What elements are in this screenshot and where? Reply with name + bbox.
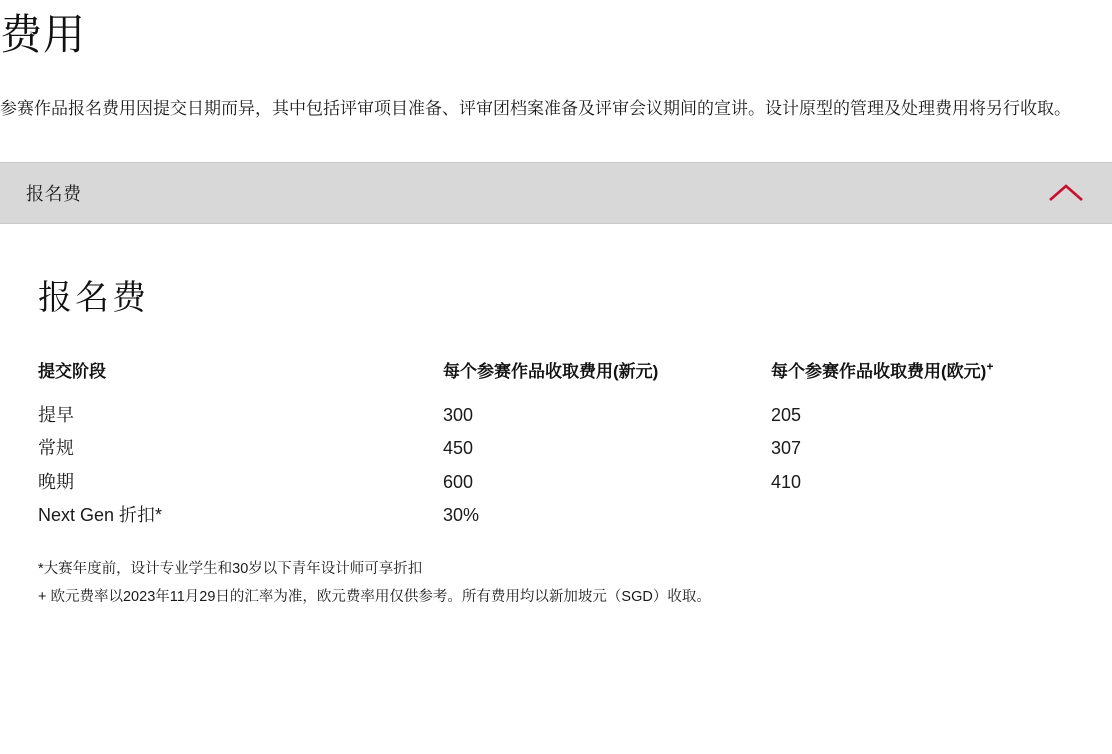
column-header-stage-label: 提交阶段	[38, 361, 106, 381]
column-header-eur	[771, 359, 1068, 399]
cell-stage: 提早	[38, 405, 74, 426]
accordion-header-registration-fee[interactable]	[0, 162, 1112, 224]
accordion-panel	[0, 224, 1112, 533]
column-header-eur-label: 每个参赛作品收取费用(欧元)	[771, 361, 987, 381]
footnote-currency: + 欧元费率以2023年11月29日的汇率为准，欧元费率用仅供参考。所有费用均以新加坡元（SGD）收取。	[38, 588, 711, 605]
table-row	[38, 432, 1068, 465]
column-header-eur-superscript: +	[986, 359, 994, 374]
column-header-stage	[38, 359, 443, 399]
table-header-row	[38, 359, 1068, 399]
cell-eur: 410	[771, 471, 802, 492]
table-row	[38, 399, 1068, 432]
cell-stage: 晚期	[38, 471, 74, 492]
column-header-sgd-label: 每个参赛作品收取费用(新元)	[443, 361, 659, 381]
cell-eur: 205	[771, 405, 802, 426]
cell-eur: 307	[771, 438, 802, 459]
cell-sgd: 30%	[443, 504, 480, 525]
intro-paragraph: 参赛作品报名费用因提交日期而异，其中包括评审项目准备、评审团档案准备及评审会议期间的宣讲。设计原型的管理及处理费用将另行收取。	[0, 99, 1071, 118]
cell-eur	[771, 499, 1068, 532]
cell-sgd: 300	[443, 405, 474, 426]
fees-table	[38, 359, 1068, 533]
accordion-title: 报名费	[26, 183, 82, 204]
table-row	[38, 499, 1068, 532]
cell-stage: Next Gen 折扣*	[38, 504, 163, 525]
footnote-discount: *大赛年度前，设计专业学生和30岁以下青年设计师可享折扣	[38, 561, 423, 578]
footnotes	[0, 532, 1112, 611]
cell-sgd: 600	[443, 471, 474, 492]
panel-title: 报名费	[38, 278, 149, 317]
cell-stage: 常规	[38, 438, 74, 459]
cell-sgd: 450	[443, 438, 474, 459]
page-title: 费用	[0, 11, 87, 58]
chevron-up-icon[interactable]	[1046, 180, 1086, 206]
table-row	[38, 466, 1068, 499]
column-header-sgd	[443, 359, 771, 399]
